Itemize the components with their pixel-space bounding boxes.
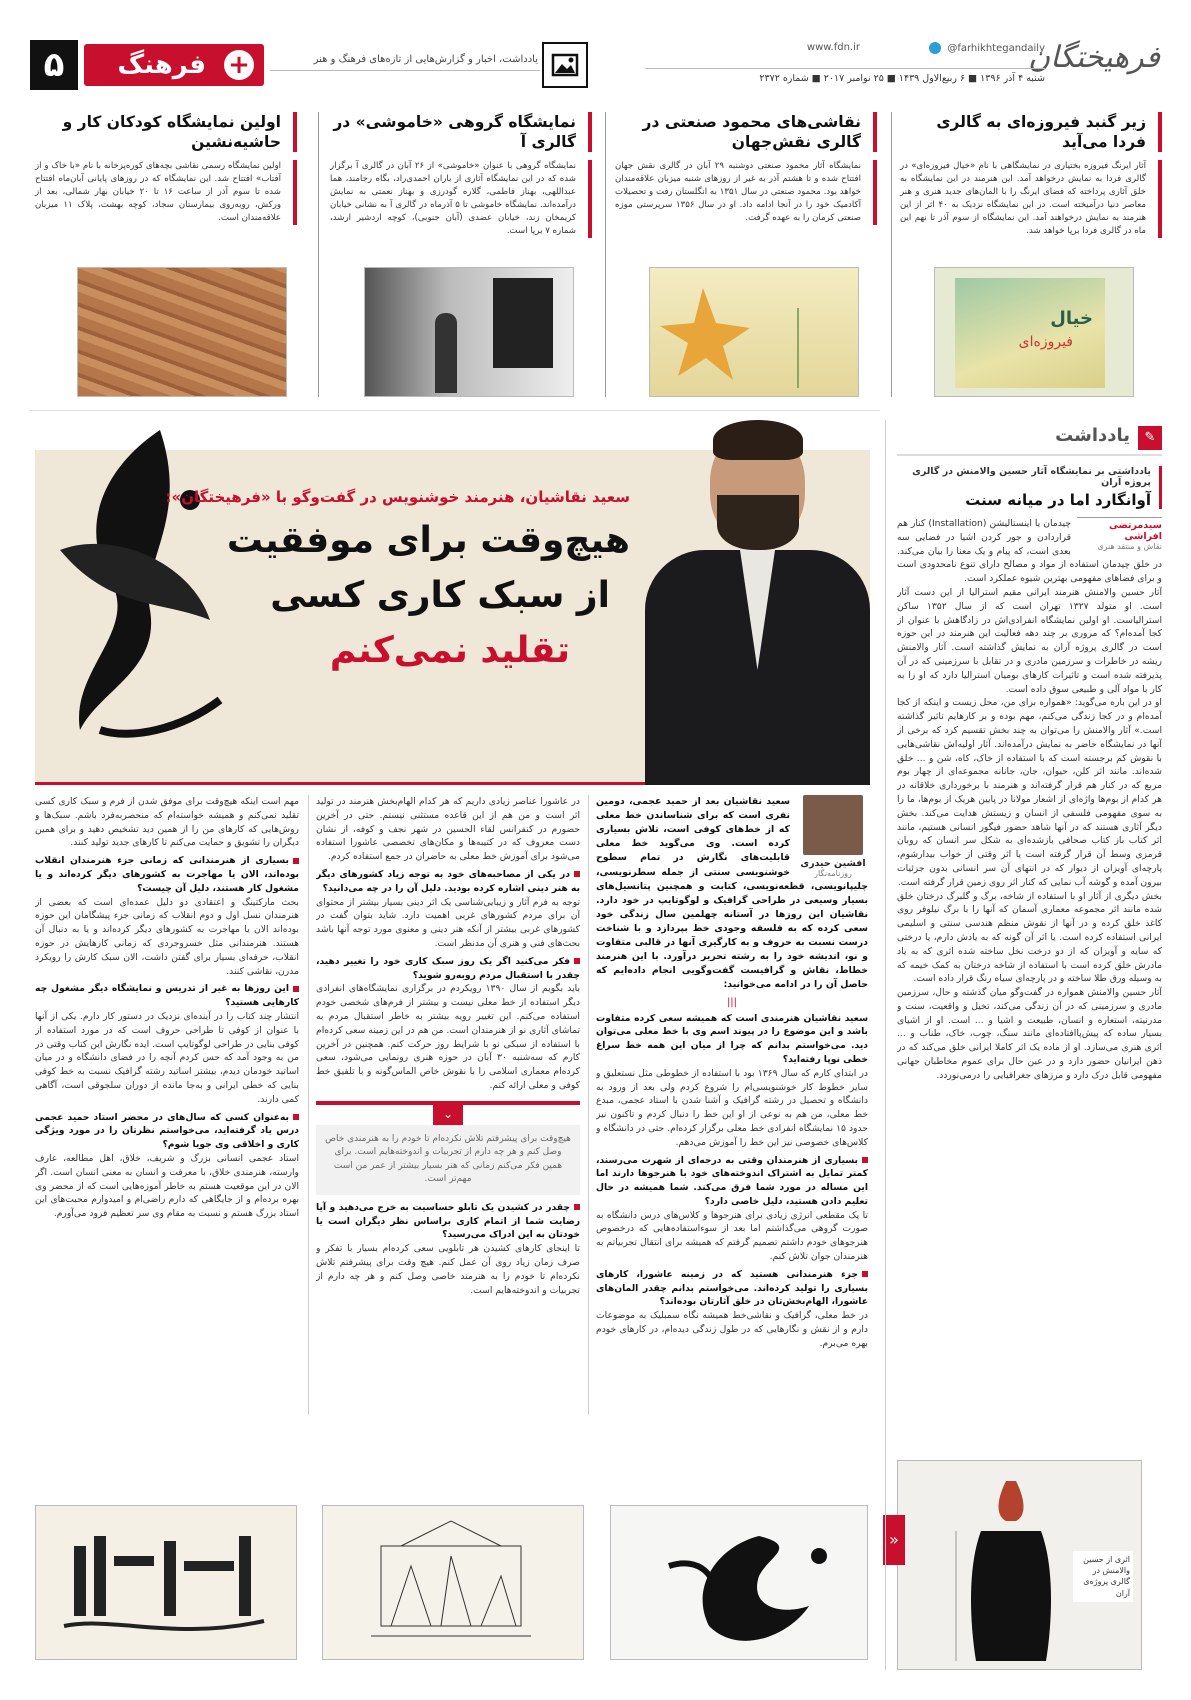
author-name: سیدمرتضی افراشی xyxy=(1108,520,1162,542)
question: چقدر در کشیدن یک تابلو حساسیت به خرج می‌دهید و آیا رضایت شما از اتمام کاری براساس نظر دیگران است یا خودتان به این ادراک می‌رسید؟ xyxy=(316,1201,580,1241)
artwork-2 xyxy=(322,1505,584,1660)
answer: در عاشورا عناصر زیادی داریم که هر کدام الهام‌بخش هنرمند در تولید اثر است و من هم از این قاعده مستثنی نیستم. حتی در آخرین حضورم در کنفرانس لقاء الحسین در شهر نجف و کوفه، از نشان دست معروف که در کتیبه‌ها و مکان‌های تخصصی عاشورا استفاده می‌شود برای آموزش خط معلی به حاضران در جمع استفاده کردم. xyxy=(316,796,580,863)
section-badge[interactable] xyxy=(84,44,264,86)
artwork-caption: اثری از حسین والامنش در گالری پروژه‌ی آران xyxy=(1073,1551,1133,1602)
column-sidebar xyxy=(889,420,1162,1670)
pull-quote: ⌄ هیچ‌وقت برای پیشرفتم تلاش نکرده‌ام تا خودم را به هنرمندی خاص وصل کنم و هر چه دارم از تجربیات و اندوخته‌هایم است. برای همین فکر می‌کنم زمانی که هنر بسیار بیشتر از عمر من است مهم‌تر است. xyxy=(316,1101,580,1195)
column-title: آوانگارد اما در میانه سنت xyxy=(965,491,1151,509)
feature-title-2: از سبک کاری کسی xyxy=(270,575,610,616)
answer: توجه به فرم آثار و زیبایی‌شناسی یک اثر دینی بسیار بیشتر از محتوای آن برای مردم کشورهای غربی اهمیت دارد. شاید بتوان گفت در کشورهای غربی بیشتر از آنکه هنر دینی و معنوی مورد توجه آنها باشد بحث‌های فنی و هنری آن مدنظر است. xyxy=(316,896,580,949)
social-handle[interactable]: @farhikhtegandaily xyxy=(929,42,1045,54)
poster-text-2: فیروزه‌ای xyxy=(1018,334,1073,350)
question: سعید نقاشیان هنرمندی است که همیشه سعی کرده متفاوت باشد و این موضوع را در پیوند اسم وی با خط معلی می‌توان دید. می‌خواستم بدانم که چرا از میان این همه خط سراغ خطی نوپا رفته‌اید؟ xyxy=(596,1012,868,1065)
author-name: افشین حیدری xyxy=(800,858,866,869)
author-role: نقاش و منتقد هنری xyxy=(1097,542,1162,551)
feature-lead: سعید نقاشیان بعد از حمید عجمی، دومین نفری است که برای شناساندن خط معلی که از خط‌های کوفی است، تلاش بسیاری کرده است. وی می‌گوید خط معلی قابلیت‌های نگارش در تمام سطوح خوشنویسی سنتی از جمله سطرنویسی، چلیپانویسی، قطعه‌نویسی، کتابت و همچنین پتانسیل‌های بسیار وسیعی در طراحی گرافیک و لوگوتایپ در خود دارد. نقاشیان این روزها در آستانه چهلمین سال زندگی خود سعی کرده که به فلسفه وجودی خط بپردازد و با شناخت درست نسبت به حروف و به کارگیری آنها در قالبی متفاوت و نو، اندیشه خود را به رشته تحریر درآورد. با این هنرمند خطاط، نقاش و گرافیست گفت‌وگویی انجام داده‌ایم که حاصل آن را در ادامه می‌خوانید: xyxy=(596,796,868,991)
feature-kicker: سعید نقاشیان، هنرمند خوشنویس در گفت‌وگو با «فرهیختگان»: xyxy=(165,488,630,506)
author-role: روزنامه‌نگار xyxy=(814,869,852,878)
column-box xyxy=(897,466,1162,509)
feature-title-3: تقلید نمی‌کنم xyxy=(329,630,570,671)
news-body: نمایشگاه آثار محمود صنعتی دوشنبه ۲۹ آبان در گالری نقش جهان افتتاح شده و تا هشتم آذر به غیر از روزهای شنبه میزبان علاقه‌مندان خواهد بود. محمود صنعتی در سال ۱۳۵۱ به انگلستان رفت و تحصیلات آکادمیک خود را در آنجا ادامه داد. او در سال ۱۳۵۶ سرپرستی موزه صنعتی کرمان را به عهده گرفت. xyxy=(615,160,877,224)
question: به‌عنوان کسی که سال‌های در محضر استاد حمید عجمی درس یاد گرفته‌اید، می‌خواستم نظرتان را در مورد ویژگی کاری و اخلاقی وی جویا شوم؟ xyxy=(35,1111,299,1151)
news-body: نمایشگاه گروهی با عنوان «خاموشی» از ۲۶ آبان در گالری آ برگزار شده که در این نمایشگاه آثاری از باران احمدی‌راد، بگاه رجامند، هما عبداللهی، بهناز فاطمی، گلاره گودرزی و بهناز نعمتی به نمایش درآمده‌اند. نمایشگاه خاموشی تا ۵ آذرماه در گالری آ به نشانی خیابان کریمخان زند، خیابان عضدی (آبان جنوبی)، کوچه اردشیر ارشد، شماره ۷ برپا است. xyxy=(330,160,592,237)
feature-col-1 xyxy=(596,795,868,1415)
author-box xyxy=(798,795,868,878)
column-body: او در این باره می‌گوید: «همواره برای من، محل زیست و اینکه از کجا آمده‌ام و در کجا زندگی می‌کنم، مهم بوده و بر کارهایم تاثیر گذاشته است.» آثار والامنش را می‌توان به چند بخش تقسیم کرد که برخی از آنها در نمایشگاه حاضر به نمایش درآمده‌اند. آثار اولیه‌اش نقاشی‌هایی با نقوش کم برجسته است که با استفاده از خاک، کاه، شن و ... خلق شده‌اند. مانند اثر کلن، حیوان، جان، جانانه مجموعه‌ای از چهار بوم مربع که در کنار هم قرار گرفته‌اند و هنرمند با برخورداری خلاقانه در هر کدام از بوم‌ها واژه‌ای از اشعار مولانا در پایین هریک از بوم‌ها، ما را به سوی مفهومی فلسفی از انسان و زیستش هدایت می‌کند. بخش دیگر آثاری هستند که در آنها شاهد حضور فیگور انسانی هستیم، مانند اثر کتاب باز کتاب صحافی بازشده‌ای به شکل سر انسان که روبان قرمزی وسط آن قرار گرفته است یا اثر وقتی از خواب بیدارشوم، پارچه‌ای آویزان از دیوار که در انتهای آن سر انسانی بدون جزئیات بیرون آمده و گوشه آب نمایی که کنار اثر روی زمین قرار گرفته است. xyxy=(897,697,1162,888)
feature-col-2 xyxy=(316,795,580,1415)
section-description: یادداشت، اخبار و گزارش‌هایی از تازه‌های فرهنگ و هنر xyxy=(313,54,538,65)
news-body: آثار ایرنگ فیروزه بختیاری در نمایشگاهی با نام «خیال فیروزه‌ای» در گالری فردا به نمایش درخواهد آمد. این هنرمند در این نمایشگاه به خلق آثاری پرداخته که فضای ایرنگ را با المان‌های جدید هنری و هنر معاصر دنیا درآمیخته است. در این نمایشگاه نزدیک به ۴۰ اثر از این هنرمند به نمایش درخواهند آمد. این نمایشگاه از سوم آذر تا نهم این ماه در گالری فردا برپا خواهد شد. xyxy=(900,160,1162,237)
artwork-3 xyxy=(35,1505,297,1660)
feature-portrait xyxy=(645,410,870,785)
feature-title-1: هیچ‌وقت برای موفقیت xyxy=(226,520,630,561)
news-item-3 xyxy=(330,112,592,397)
date-line: شنبه ۴ آذر ۱۳۹۶ ■ ۶ ربیع‌الاول ۱۴۳۹ ■ ۲۵ نوامبر ۲۰۱۷ ■ شماره ۲۳۷۲ xyxy=(645,68,1045,84)
news-title: نقاشی‌های محمود صنعتی در گالری نقش‌جهان xyxy=(615,112,877,152)
news-image xyxy=(77,267,287,397)
intro-text: مهم است اینکه هیچ‌وقت برای موفق شدن از فرم و سبک کاری کسی تقلید نمی‌کنم و همیشه خواسته‌ام که منحصربه‌فرد باشم. سبک‌ها و روش‌هایی که کارهای من را از همین دید تشخیص دهید و برای همین دیگران را تشویق و حمایت می‌کنم تا کارهای جدید تولید کنند. xyxy=(35,796,299,849)
site-url[interactable]: www.fdn.ir xyxy=(806,42,860,53)
answer: در ابتدای کارم که سال ۱۳۶۹ بود با استفاده از خطوطی مثل نستعلیق و سایر خطوط کار خوشنویسی‌ام را شروع کردم ولی بعد از ورود به دانشگاه و تحصیل در رشته گرافیک و آشنا شدن با استاد عجمی، مبدع خط معلی، من هم به نوعی از او این خط را دنبال کردم و تاکنون نیز حدود ۱۵ نمایشگاه انفرادی خط معلی برگزار کرده‌ام. حتی در دانشگاه و کلاس‌های خصوصی نیز این خط را آموزش می‌دهم. xyxy=(596,1067,868,1148)
question: جزء هنرمندانی هستید که در زمینه عاشورا، کارهای بسیاری را تولید کرده‌اند. می‌خواستم بدانم چقدر المان‌های عاشورا، الهام‌بخش‌تان در خلق آثارتان بوده‌اند؟ xyxy=(596,1268,868,1308)
news-item-4 xyxy=(35,112,297,397)
logo: فرهیختگان xyxy=(1028,40,1160,75)
column-body: بخش دیگری از آثار او با استفاده از شاخه، برگ و گلبرگ درختان خلق شده مانند اثر مجموعه معماری آسمان که آنها را با برگ نیلوفر روی کاغذ خلق کرده و در آنها از نقوش منظم هندسی سنتی و اسلیمی ایرانی استفاده کرده است. یا اثر آن گونه که به یادش دارم، یا درختی که سایه و آویزان که از دو درخت نخل ساخته شده اثری که به یاد مادرش خلق کرده است با استفاده از شاخه درختان به کمک خیمه که به وسیله ورق طلا ساخته و در پارچه‌ای سیاه رنگ قرار داده است. xyxy=(897,890,1162,985)
news-title: زیر گنبد فیروزه‌ای به گالری فردا می‌آید xyxy=(900,112,1162,152)
poster-text: خیال xyxy=(1050,308,1093,329)
answer: تا یک مقطعی انرژی زیادی برای هنرجوها و کلاس‌های درس دانشگاه به صورت گروهی می‌گذاشتم اما بعد از سوءاستفاده‌هایی که درخصوص هنرجوهای خودم داشتم تصمیم گرفتم که همیشه برای انتقال تجربیاتم به هنرمندان جوان تلاش کنم. xyxy=(596,1209,868,1263)
artwork-1 xyxy=(610,1505,868,1660)
image-icon xyxy=(542,42,588,88)
avatar xyxy=(803,795,863,855)
answer: تا اینجای کارهای کشیدن هر تابلویی سعی کرده‌ام بسیار با تفکر و صرف زمان زیاد روی آن عمل کنم. هیچ وقت برای پیشرفتم تلاش نکرده‌ام تا خودم را به هنرمند خاصی وصل کنم و هر چه دارم از تجربیات و اندوخته‌هایم است. xyxy=(316,1243,580,1296)
page-number: ۵ xyxy=(30,40,78,90)
telegram-icon xyxy=(929,42,941,54)
news-body: اولین نمایشگاه رسمی نقاشی بچه‌های کوره‌پزخانه با نام «با خاک و از آفتاب» افتتاح شد. این نمایشگاه که در روزهای پایانی آبان‌ماه افتتاح شده تا سوم آذر از ساعت ۱۶ تا ۲۰ خیابان بهار شمالی، بعد از ورکش، روبه‌روی بیمارستان سجاد، کوچه بهشت، پلاک ۱۱ میزبان علاقه‌مندان است. xyxy=(35,160,297,224)
column-label: یادداشت xyxy=(1055,425,1130,446)
question: فکر می‌کنید اگر یک روز سبک کاری خود را تغییر دهید، چقدر با استقبال مردم روبه‌رو شوید؟ xyxy=(316,955,580,981)
column-artwork xyxy=(897,1460,1142,1670)
column-kicker: یادداشتی بر نمایشگاه آثار حسین والامنش در گالری پروژه آران xyxy=(912,466,1151,488)
column-body: آثار حسین والامنش هنرمند ایرانی مقیم استرالیا از این دست آثار است. او متولد ۱۳۲۷ تهران است که از سال ۱۳۵۲ ساکن استرالیاست. او اولین نمایشگاه انفرادی‌اش در زادگاهش با عنوان از کجا آمده‌ام؟ که مروری بر چند دهه فعالیت این هنرمند در این حوزه است در گالری پروژه آران به نمایش گذاشته است. آثار والامنش ریشه در خاطرات و سرزمین مادری و در تقابل با سرزمینی که در آن پذیرفته شده است و تاثیرات کارهای بومیان استرالیا دارد که او را به کار با مواد آلی و طبیعی سوق داده است. xyxy=(897,586,1162,695)
news-image xyxy=(934,267,1134,397)
question: در یکی از مصاحبه‌های خود به توجه زیاد کشورهای دیگر به هنر دینی اشاره کرده بودید. دلیل آن را در چه می‌دانید؟ xyxy=(316,868,580,894)
answer: استاد عجمی انسانی بزرگ و شریف، خلاق، اهل مطالعه، عارف وارسته، هنرمندی خلاق، با معرفت و انسان به معنی انسان است. اگر الان در این موقعیت هستم به خاطر آموزه‌هایی است که از محضر وی بهره برده‌ام و از جایگاهی که دارم راضی‌ام و امیدوارم محبت‌های این استاد بزرگ هستم و نسبت به مقام وی سر تعظیم فرود می‌آورم. xyxy=(35,1152,299,1220)
answer: انتشار چند کتاب را در آینده‌ای نزدیک در دستور کار دارم. یکی از آنها با عنوان از کوفی تا طراحی حروف است که در مورد استفاده از کوفی بنایی در طراحی لوگوتایپ است. ایده نگارش این کتاب وقتی در من به وجود آمد که حس کردم آنچه را در فضای دانشگاه و در میان اساتید خودمان دیدم، بیشتر اساتید رشته گرافیک نسبت به خط کوفی بنایی که خطی ایرانی و به‌جا مانده از دوران سلجوقی است، آگاهی کمی دارند. xyxy=(35,1010,299,1105)
answer: باید بگویم از سال ۱۳۹۰ رویکردم در برگزاری نمایشگاه‌های انفرادی دیگر استفاده از خط معلی نیست و بیشتر از فرم‌های شخصی خودم استفاده می‌کنم. این تغییر رویه بیشتر به خاطر استقبال مردم به تماشای آثاری نو از هنرمندان است. من هم در این زمینه سعی کرده‌ام با استفاده از سبکی نو با شرایط روز حرکت کنم. همچنین در آخرین کارم که سه‌شنبه ۳۰ آبان در حوزه هنری رونمایی می‌شود، سعی کرده‌ام معماری اسلامی را با نقوش خاص الماس‌گونه و با تلفیق خط کوفی و معلی ارائه کنم. xyxy=(316,983,580,1091)
news-title: نمایشگاه گروهی «خاموشی» در گالری آ xyxy=(330,112,592,152)
column-body: آثار حسین والامنش همواره در گفت‌وگو میان گذشته و حال، سرزمین مادری و سرزمینی که در آن زندگی می‌کند، تخیل و واقعیت، سنت و مدرنیته، استعاره و انسان، طبیعت و اشیا و ... است. او از اشیای بسیار ساده که پیش‌پاافتاده‌ای مانند سنگ، چوب، خاک، طناب و ... اثری هنری می‌سازد. او از ماده یک اثر کاملا ایرانی خلق می‌کند که در ذهن ایرانیان حضور دارد و در عین حال برای عموم مخاطبان جهانی مفهومی قابل درک دارد و مرزهای جغرافیایی را درمی‌نوردد. xyxy=(897,987,1162,1081)
feature-banner xyxy=(35,450,870,785)
answer: بحث مارکتینگ و اعتقادی دو دلیل عمده‌ای است که بعضی از هنرمندان نسل اول و دوم انقلاب که زمانی جزء پیشگامان این حوزه بوده‌اند الان یا مهاجرت به کشورهای دیگر کرده‌اند و یا به دنبال آن هستند. هنرمندانی مثل خسروجردی که زمانی کارهایش در حوزه انقلاب، حرفه‌ای بسیار برای گفتن داشت، الان سبک کارش را رویکرد مدرن، نقاشی کنند. xyxy=(35,896,299,977)
question: بسیاری از هنرمندانی که زمانی جزء هنرمندان انقلاب بوده‌اند، الان یا مهاجرت به کشورهای دیگر کرده‌اند و یا مشغول کار هستند، دلیل آن چیست؟ xyxy=(35,855,299,894)
chevron-down-icon: ⌄ xyxy=(433,1105,463,1125)
news-item-2 xyxy=(615,112,877,397)
column-author xyxy=(1077,517,1162,551)
question: بسیاری از هنرمندان وقتی به درجه‌ای از شهرت می‌رسند، کمتر تمایل به اشتراک اندوخته‌های خود با هنرجوها دارند اما این مساله در مورد شما فرق می‌کند. شما همیشه در حال تعلیم دادن هستید، دلیل خاصی دارد؟ xyxy=(596,1154,868,1207)
calligraphy-art xyxy=(40,410,240,780)
answer: در خط معلی، گرافیک و نقاشی‌خط همیشه نگاه سمبلیک به موضوعات دارم و از نقش و نگارهایی که در طول زندگی دیده‌ام، در کارهای خودم بهره می‌برم. xyxy=(596,1310,868,1349)
question: این روزها به غیر از تدریس و نمایشگاه دیگر مشغول چه کارهایی هستید؟ xyxy=(35,983,299,1009)
news-item-1 xyxy=(900,112,1162,397)
divider-mark: ||| xyxy=(726,996,738,1008)
column-body: چیدمان یا اینستالیشن (Installation) کنار هم قراردادن و جور کردن اشیا در فضایی سه بعدی است، که پیام و یک معنا را بیان می‌کند. در خلق چیدمان استفاده از مواد و مصالح دارای تنوع نامحدودی است و برای فضاهای مفهومی بهترین شیوه عملکرد است. xyxy=(897,518,1162,585)
news-image xyxy=(649,267,859,397)
double-chevron-icon[interactable]: « xyxy=(883,1515,905,1565)
column-header xyxy=(897,420,1162,456)
masthead-rule xyxy=(270,70,540,71)
masthead xyxy=(30,40,1160,90)
news-title: اولین نمایشگاه کودکان کار و حاشیه‌نشین xyxy=(35,112,297,152)
feature-col-3 xyxy=(35,795,299,1415)
pen-icon: ✎ xyxy=(1138,426,1162,450)
news-image xyxy=(364,267,574,397)
section-title: فرهنگ xyxy=(117,50,206,80)
plus-icon: + xyxy=(224,50,254,80)
